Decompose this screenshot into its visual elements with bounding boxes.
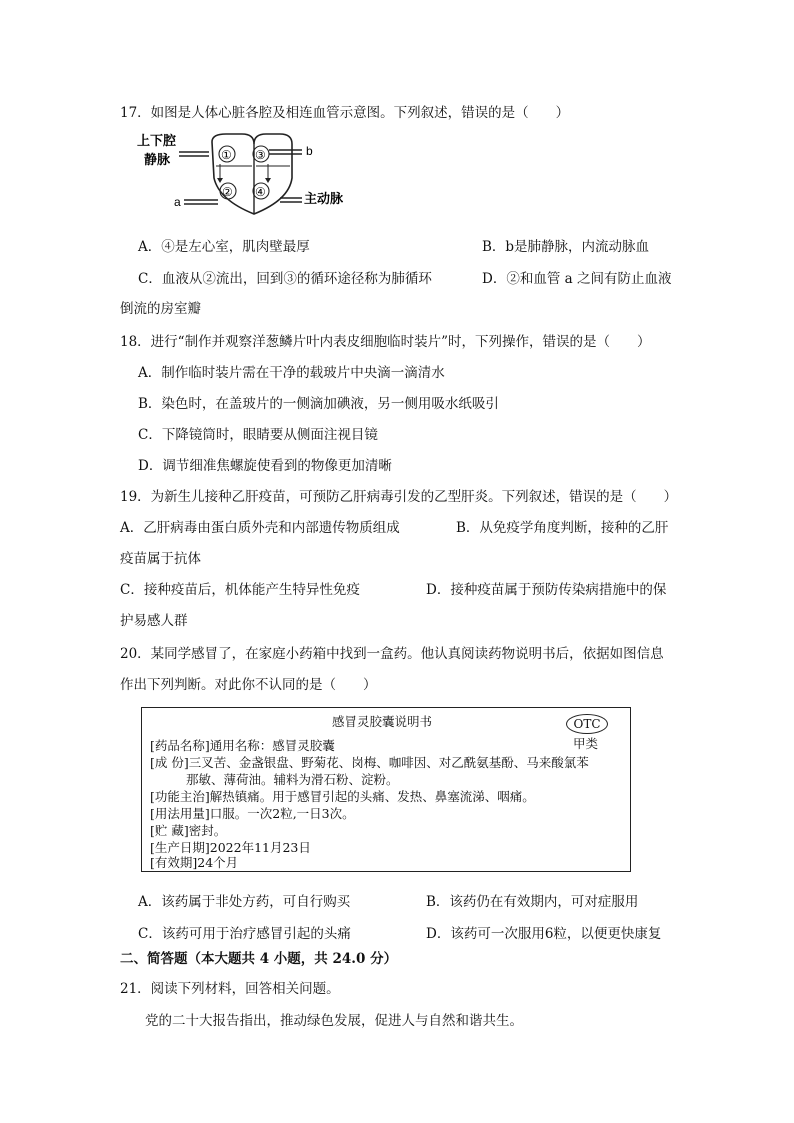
flow-arrowhead-left [265, 178, 271, 183]
q21-stem: 21．阅读下列材料，回答相关问题。 [120, 981, 340, 997]
leaflet-title: 感冒灵胶囊说明书 [332, 714, 433, 729]
q18-option-c[interactable]: C．下降镜筒时，眼睛要从侧面注视目镜 [138, 427, 378, 443]
leaflet-indications: [功能主治]解热镇痛。用于感冒引起的头痛、发热、鼻塞流涕、咽痛。 [150, 789, 535, 804]
q20-option-b[interactable]: B．该药仍在有效期内，可对症服用 [426, 894, 639, 910]
chamber-3-label: ③ [255, 148, 266, 162]
leaflet-validity: [有效期]24个月 [150, 855, 239, 870]
q19-option-d[interactable]: D．接种疫苗属于预防传染病措施中的保 [426, 582, 667, 598]
leaflet-ingredients: [成 份]三叉苦、金盏银盘、野菊花、岗梅、咖啡因、对乙酰氨基酚、马来酸氯苯 [150, 755, 589, 770]
leaflet-name: [药品名称]通用名称：感冒灵胶囊 [150, 738, 335, 753]
q21-passage: 党的二十大报告指出，推动绿色发展，促进人与自然和谐共生。 [145, 1013, 523, 1029]
label-vena-cava-top: 上下腔 [137, 133, 177, 148]
q20-option-d[interactable]: D．该药可一次服用6粒，以便更快康复 [426, 926, 662, 942]
chamber-4-label: ④ [255, 185, 266, 199]
q19-option-d-cont: 护易感人群 [120, 613, 188, 629]
q19-option-b[interactable]: B．从免疫学角度判断，接种的乙肝 [456, 520, 669, 536]
q20-option-a[interactable]: A．该药属于非处方药，可自行购买 [138, 894, 351, 910]
q18-option-d[interactable]: D．调节细准焦螺旋使看到的物像更加清晰 [138, 458, 392, 474]
label-a: a [174, 195, 181, 209]
q17-option-d[interactable]: D．②和血管 a 之间有防止血液 [482, 271, 672, 287]
q18-option-b[interactable]: B．染色时，在盖玻片的一侧滴加碘液，另一侧用吸水纸吸引 [138, 396, 499, 412]
q17-option-c[interactable]: C．血液从②流出，回到③的循环途径称为肺循环 [138, 271, 432, 287]
otc-class: 甲类 [573, 736, 599, 751]
q19-option-b-cont: 疫苗属于抗体 [120, 551, 201, 567]
q20-stem-cont: 作出下列判断。对此你不认同的是（ ） [120, 677, 377, 693]
q18-stem: 18．进行“制作并观察洋葱鳞片叶内表皮细胞临时装片”时，下列操作，错误的是（ ） [120, 334, 651, 350]
chamber-1-label: ① [221, 148, 232, 162]
leaflet-production-date: [生产日期]2022年11月23日 [150, 840, 311, 855]
label-b: b [306, 144, 313, 158]
q19-option-c[interactable]: C．接种疫苗后，机体能产生特异性免疫 [120, 582, 360, 598]
q17-option-b[interactable]: B．b是肺静脉，内流动脉血 [482, 239, 650, 255]
q20-option-c[interactable]: C．该药可用于治疗感冒引起的头痛 [138, 926, 351, 942]
q17-stem: 17．如图是人体心脏各腔及相连血管示意图。下列叙述，错误的是（ ） [120, 105, 570, 121]
leaflet-usage: [用法用量]口服。一次2粒,一日3次。 [150, 806, 355, 821]
medicine-leaflet [141, 707, 631, 872]
q18-option-a[interactable]: A．制作临时装片需在干净的载玻片中央滴一滴清水 [138, 365, 445, 381]
label-aorta: 主动脉 [304, 191, 344, 206]
otc-badge: OTC [566, 714, 608, 734]
label-vena-cava-bottom: 静脉 [144, 152, 171, 167]
q19-option-a[interactable]: A．乙肝病毒由蛋白质外壳和内部遗传物质组成 [120, 520, 400, 536]
q17-option-d-cont: 倒流的房室瓣 [120, 301, 201, 317]
q20-stem: 20．某同学感冒了，在家庭小药箱中找到一盒药。他认真阅读药物说明书后，依据如图信息 [120, 646, 664, 662]
heart-diagram [134, 130, 364, 215]
chamber-2-label: ② [222, 185, 233, 199]
flow-arrowhead-right [217, 178, 223, 183]
leaflet-storage: [贮 藏]密封。 [150, 823, 227, 838]
section-heading: 二、简答题（本大题共 4 小题，共 24.0 分） [120, 951, 398, 967]
leaflet-ingredients-cont: 那敏、薄荷油。辅料为滑石粉、淀粉。 [186, 772, 399, 787]
q19-stem: 19．为新生儿接种乙肝疫苗，可预防乙肝病毒引发的乙型肝炎。下列叙述，错误的是（ ） [120, 489, 678, 505]
q17-option-a[interactable]: A．④是左心室，肌肉壁最厚 [138, 239, 310, 255]
